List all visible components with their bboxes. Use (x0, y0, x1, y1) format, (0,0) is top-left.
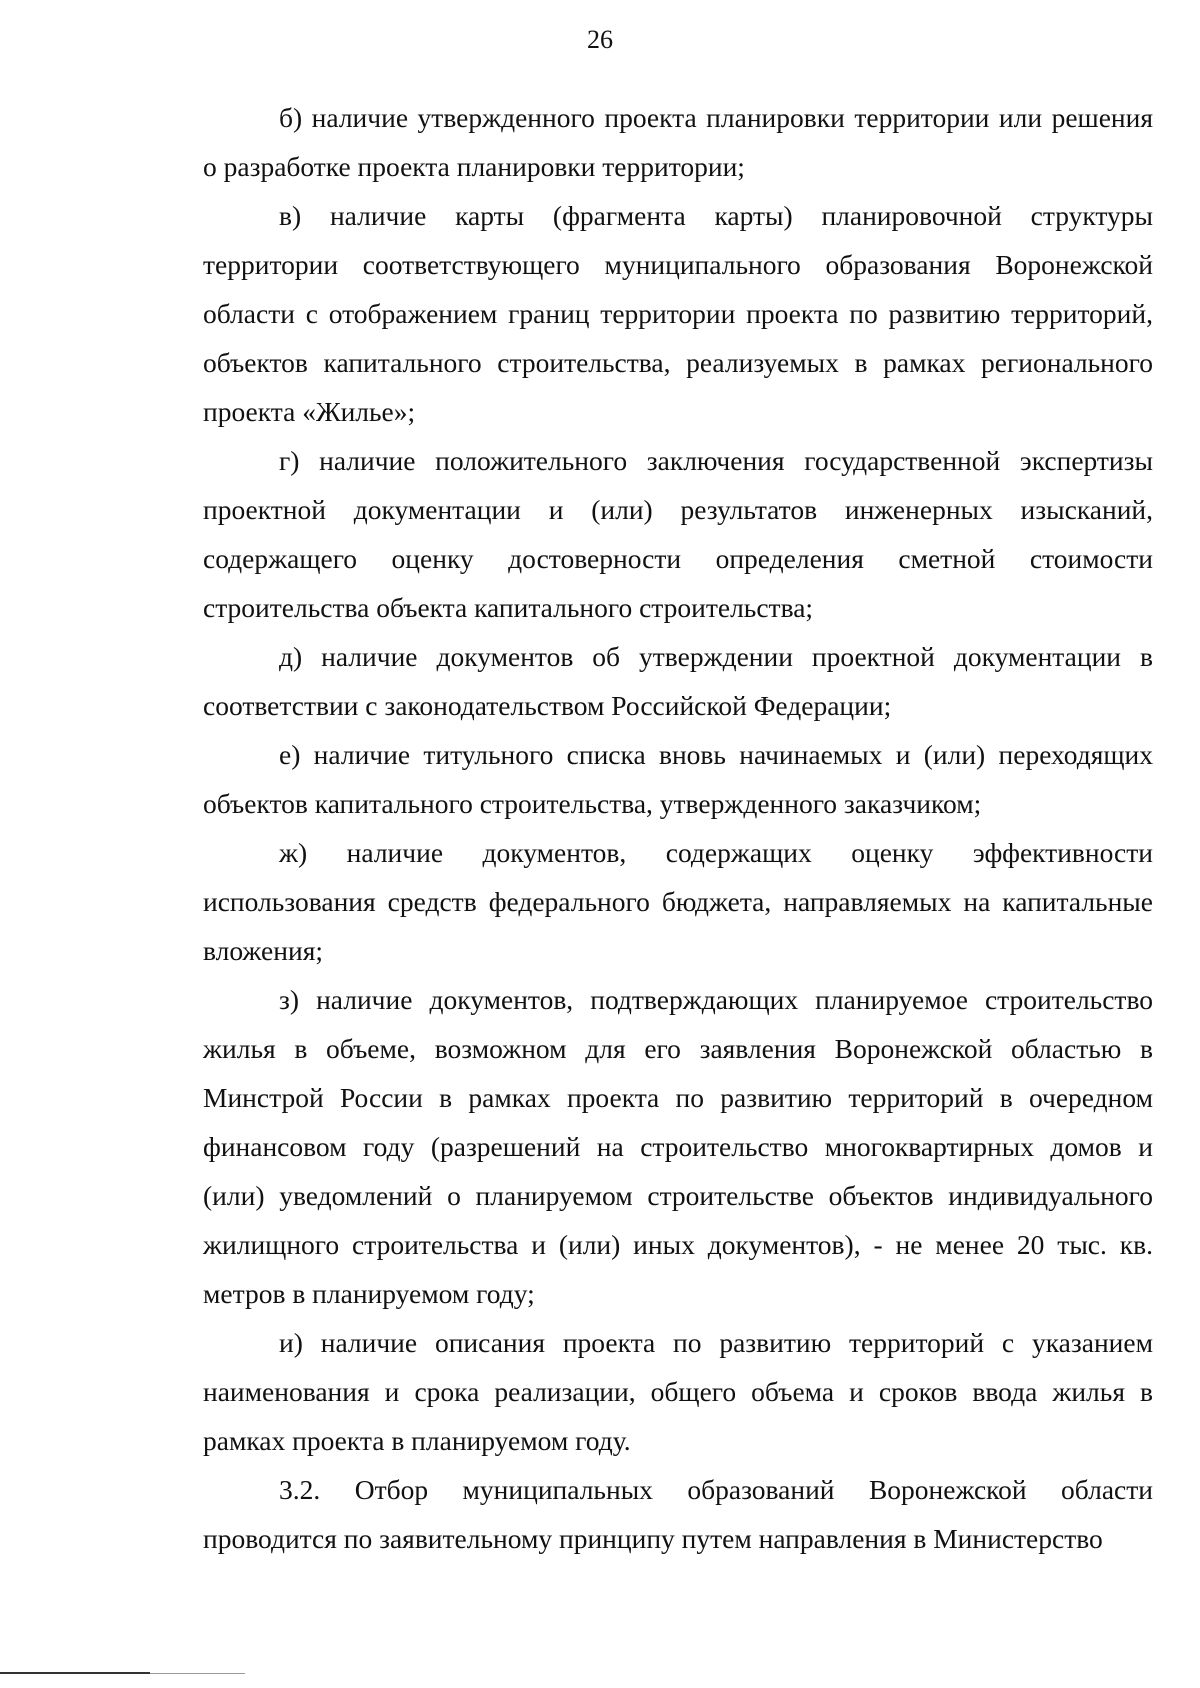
paragraph-i: и) наличие описания проекта по развитию территорий с указанием наименования и срока реализации, общего объема и сроков ввода жилья в рамках проекта в планируемом году. (203, 1327, 1153, 1456)
paragraph-z: з) наличие документов, подтверждающих планируемое строительство жилья в объеме, возможном для его заявления Воронежской областью в Минстрой России в рамках проекта по развитию территорий в очередном финансовом году (разрешений на строительство многоквартирных домов и (или) уведомлений о планируемом строительстве объектов индивидуального жилищного строительства и (или) иных документов), - не менее 20 тыс. кв. метров в планируемом году; (203, 984, 1153, 1309)
paragraph-v: в) наличие карты (фрагмента карты) планировочной структуры территории соответствующего муниципального образования Воронежской области с отображением границ территории проекта по развитию территорий, объектов капитального строительства, реализуемых в рамках регионального проекта «Жилье»; (203, 200, 1153, 427)
document-body (203, 93, 1153, 1563)
paragraph-zh: ж) наличие документов, содержащих оценку эффективности использования средств федерального бюджета, направляемых на капитальные вложения; (203, 837, 1153, 966)
paragraph-d: д) наличие документов об утверждении проектной документации в соответствии с законодательством Российской Федерации; (203, 641, 1153, 721)
paragraph-e: е) наличие титульного списка вновь начинаемых и (или) переходящих объектов капитального строительства, утвержденного заказчиком; (203, 739, 1153, 819)
footer-rule (0, 1672, 150, 1674)
page-number: 26 (587, 25, 613, 54)
paragraph-g: г) наличие положительного заключения государственной экспертизы проектной документации и (или) результатов инженерных изысканий, содержащего оценку достоверности определения сметной стоимости строительства объекта капитального строительства; (203, 445, 1153, 623)
paragraph-3-2: 3.2. Отбор муниципальных образований Воронежской области проводится по заявительному принципу путем направления в Министерство (203, 1474, 1153, 1554)
footer-rule-tail (150, 1673, 245, 1674)
paragraph-b: б) наличие утвержденного проекта планировки территории или решения о разработке проекта планировки территории; (203, 102, 1153, 182)
